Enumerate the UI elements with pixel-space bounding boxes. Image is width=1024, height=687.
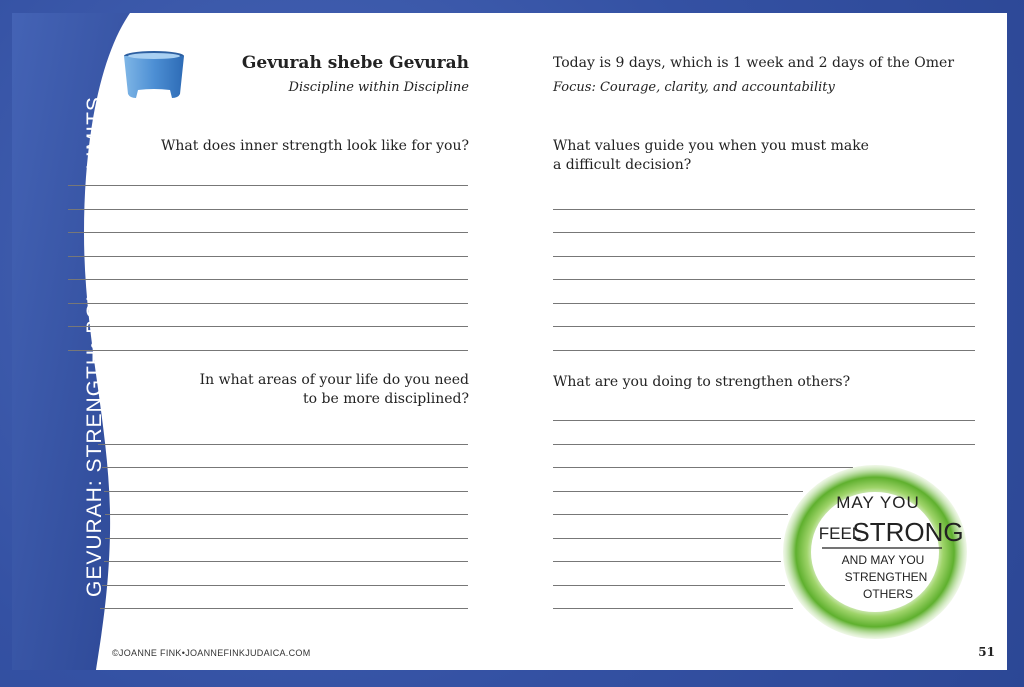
writing-line[interactable] bbox=[68, 350, 468, 351]
writing-line[interactable] bbox=[553, 420, 975, 421]
writing-line[interactable] bbox=[104, 491, 468, 492]
writing-line[interactable] bbox=[553, 279, 975, 280]
page-subtitle: Discipline within Discipline bbox=[288, 80, 469, 95]
omer-count: Today is 9 days, which is 1 week and 2 days of the Omer bbox=[553, 55, 955, 71]
writing-line[interactable] bbox=[68, 256, 468, 257]
writing-line[interactable] bbox=[68, 185, 468, 186]
writing-line[interactable] bbox=[553, 444, 975, 445]
writing-line[interactable] bbox=[553, 585, 785, 586]
question-discipline bbox=[200, 371, 469, 409]
writing-line[interactable] bbox=[105, 514, 468, 515]
spine-label: GEVURAH: STRENGTH• BOUNDARIES• LIMITS bbox=[83, 96, 106, 597]
writing-line[interactable] bbox=[100, 608, 468, 609]
writing-line[interactable] bbox=[68, 303, 468, 304]
badge-line-4: STRENGTHEN bbox=[844, 570, 928, 584]
writing-line[interactable] bbox=[68, 232, 468, 233]
badge-line-3: AND MAY YOU bbox=[841, 553, 925, 567]
question-inner-strength: What does inner strength look like for you? bbox=[161, 138, 469, 154]
writing-line[interactable] bbox=[553, 608, 793, 609]
badge-line-2a: FEEL bbox=[818, 524, 862, 543]
badge-line-2b: STRONG bbox=[852, 517, 964, 547]
writing-line[interactable] bbox=[102, 467, 468, 468]
writing-line[interactable] bbox=[553, 491, 803, 492]
writing-line[interactable] bbox=[553, 303, 975, 304]
journal-page bbox=[12, 13, 1007, 670]
writing-line[interactable] bbox=[553, 209, 975, 210]
badge-line-5: OTHERS bbox=[862, 587, 914, 601]
writing-line[interactable] bbox=[105, 538, 468, 539]
question-values bbox=[553, 137, 869, 175]
writing-line[interactable] bbox=[68, 209, 468, 210]
writing-line[interactable] bbox=[553, 256, 975, 257]
question-values-line1: What values guide you when you must make bbox=[553, 138, 869, 154]
writing-line[interactable] bbox=[98, 444, 468, 445]
writing-line[interactable] bbox=[104, 561, 468, 562]
page-title: Gevurah shebe Gevurah bbox=[241, 53, 469, 73]
writing-line[interactable] bbox=[553, 561, 781, 562]
writing-line[interactable] bbox=[553, 514, 788, 515]
question-discipline-line2: to be more disciplined? bbox=[303, 391, 469, 407]
page-number: 51 bbox=[978, 645, 995, 659]
question-strengthen-others: What are you doing to strengthen others? bbox=[553, 374, 851, 390]
may-you-feel-strong-badge bbox=[780, 462, 970, 642]
writing-line[interactable] bbox=[553, 538, 781, 539]
spine-wave bbox=[12, 13, 142, 670]
writing-line[interactable] bbox=[553, 232, 975, 233]
writing-line[interactable] bbox=[553, 350, 975, 351]
writing-line[interactable] bbox=[68, 326, 468, 327]
blue-cup-icon bbox=[122, 50, 186, 102]
writing-line[interactable] bbox=[553, 326, 975, 327]
question-values-line2: a difficult decision? bbox=[553, 157, 692, 173]
omer-focus: Focus: Courage, clarity, and accountability bbox=[553, 80, 835, 95]
writing-line[interactable] bbox=[68, 279, 468, 280]
writing-line[interactable] bbox=[102, 585, 468, 586]
badge-line-1: MAY YOU bbox=[836, 493, 920, 512]
question-discipline-line1: In what areas of your life do you need bbox=[199, 372, 469, 388]
copyright-footer: ©JOANNE FINK•JOANNEFINKJUDAICA.COM bbox=[112, 648, 311, 658]
